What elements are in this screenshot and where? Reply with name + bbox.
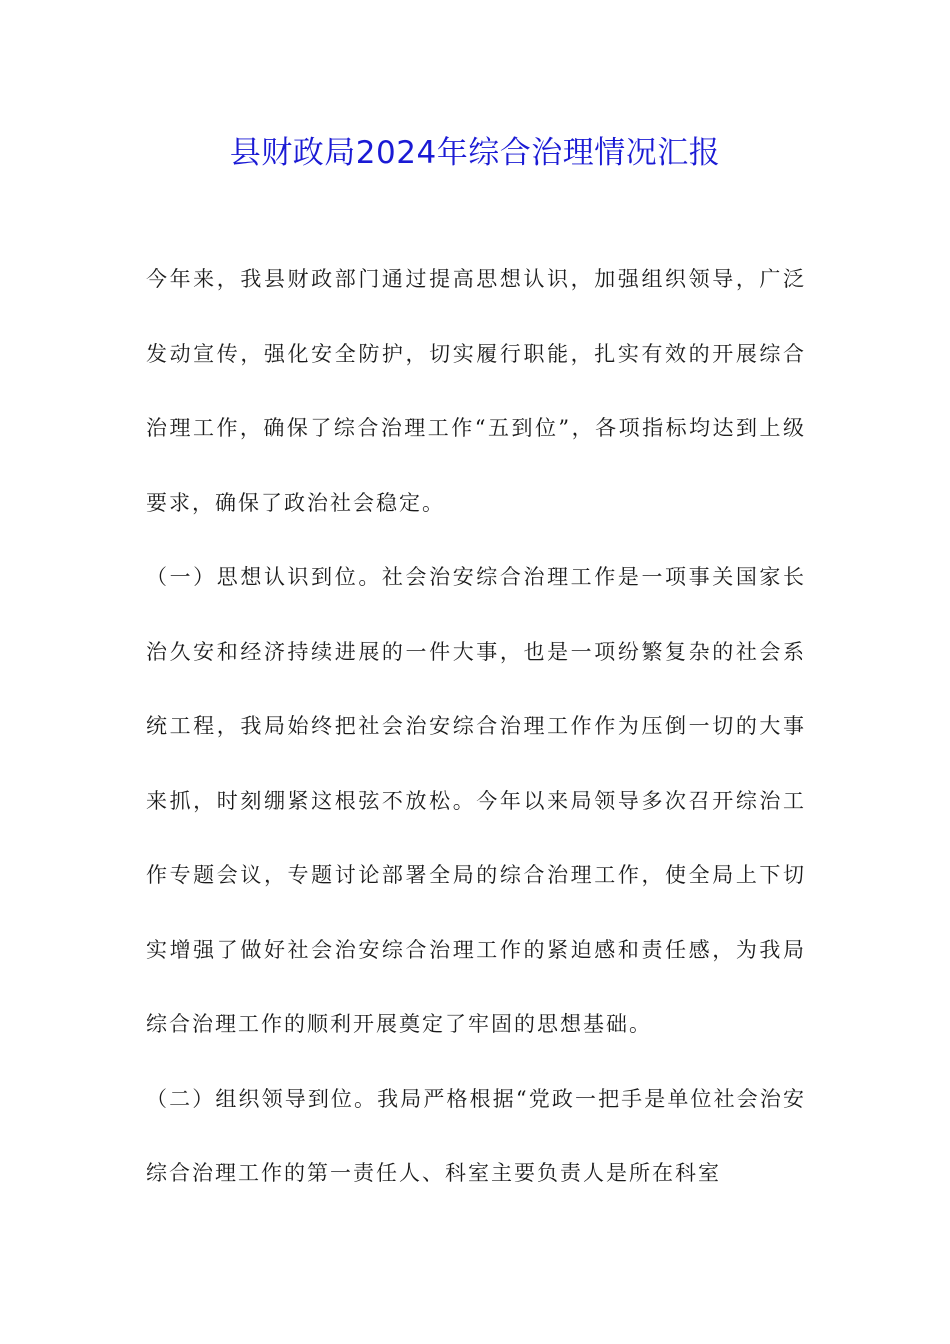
document-title: 县财政局2024年综合治理情况汇报 — [229, 135, 721, 171]
paragraph-ideological-awareness: （一）思想认识到位。社会治安综合治理工作是一项事关国家长治久安和经济持续进展的一件大事，也是一项纷繁复杂的社会系统工程，我局始终把社会治安综合治理工作作为压倒一切的大事来抓，时刻绷紧这根弦不放松。今年以来局领导多次召开综治工作专题会议，专题讨论部署全局的综合治理工作，使全局上下切实增强了做好社会治安综合治理工作的紧迫感和责任感，为我局综合治理工作的顺利开展奠定了牢固的思想基础。 — [146, 565, 806, 1036]
paragraph-intro: 今年来，我县财政部门通过提高思想认识，加强组织领导，广泛发动宣传，强化安全防护，切实履行职能，扎实有效的开展综合治理工作，确保了综合治理工作“五到位”，各项指标均达到上级要求，确保了政治社会稳定。 — [146, 267, 806, 515]
document-body — [146, 242, 806, 1211]
paragraph-organizational-leadership: （二）组织领导到位。我局严格根据“党政一把手是单位社会治安综合治理工作的第一责任人、科室主要负责人是所在科室 — [146, 1086, 806, 1185]
